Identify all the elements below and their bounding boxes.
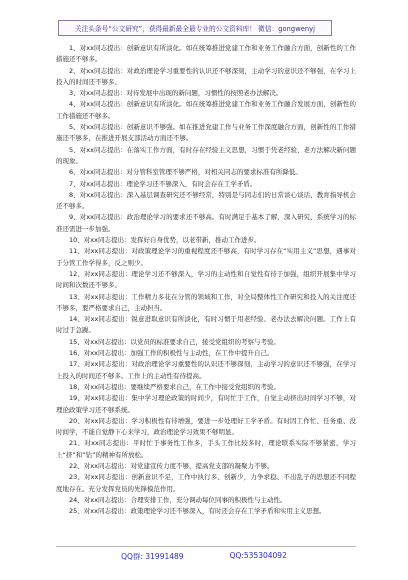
- comment-paragraph: 23、对xx同志提出：创新意识不足，工作中执行多、创新少，力争求稳、不出乱子的思想还不同程度地存在。充分发挥党员的先锋模范作用。: [56, 473, 356, 493]
- footer-divider: [56, 546, 356, 547]
- comment-paragraph: 25、对xx同志提出：政策理论学习还不够深入，有时还会存在工学矛盾和实用主义思想。: [69, 507, 326, 516]
- comment-paragraph: 9、对xx同志提出：政治理论学习的要求还不够高。有时满足于基本了解，深入研究、系统学习的标准还需进一步加强。: [56, 213, 356, 233]
- header-banner: [58, 20, 332, 36]
- comment-paragraph: 15、对xx同志提出：以党员的标准要求自己，接受党组织的考察与考验。: [69, 337, 280, 346]
- banner-text: 关注头条号“公文研究”，获得最新最全最专业的公文资料库！ 微信：gongwenyj: [74, 25, 316, 33]
- comment-paragraph: 4、对xx同志提出：创新意识有所淡化。如在统筹推进党建工作和业务工作融合发展方面，创新性的工作措施还不够多。: [56, 100, 356, 120]
- comment-paragraph: 5、对xx同志提出：创新意识不够强。如在推进党建工作与业务工作深度融合方面，创新性的工作措施还不够多，在推进开展支部活动方面还不够。: [56, 123, 356, 143]
- comment-paragraph: 16、对xx同志提出：加强工作的积极性与主动性，在工作中提升自己。: [69, 349, 274, 358]
- comment-paragraph: 20、对xx同志提出：学习积极性有待增强，要进一步处理好工学矛盾。有时因工作忙、任务重、没时间学，不能自觉静下心来学习，政治理论学习效果不够明显。: [56, 416, 356, 437]
- comment-paragraph: 3、对xx同志提出：对待发展中出现的新问题，习惯性的按照老办法解决。: [69, 89, 283, 98]
- comment-paragraph: 1、对xx同志提出：创新意识有所淡化。如在统筹推进党建工作和业务工作融合方面，创新性的工作措施还不够多。: [56, 44, 356, 64]
- comment-paragraph: 11、对xx同志提出：对政策理论学习的重视程度还不够高，有时学习存在“实用主义”思想，遇事对于分管工作学得多，反之则少。: [56, 247, 356, 267]
- comment-paragraph: 13、对xx同志提出：工作精力多花在分管的领域和工作，对全局整体性工作研究和投入的关注度还不够多，要严格要求自己，主动担当。: [56, 292, 356, 312]
- comment-paragraph: 21、对xx同志提出：平时忙于事务性工作多，手头工作比较多时，理论联系实际不够紧密，学习上“挤”和“钻”的精神有所放松。: [56, 439, 356, 459]
- comment-paragraph: 5、对xx同志提出：在落实工作方面，有时存在经验主义思想，习惯于凭老经验、老方法解决新问题的现象。: [56, 145, 356, 165]
- comment-paragraph: 7、对xx同志提出：理论学习还不够深入，有时会存在工学矛盾。: [69, 179, 257, 188]
- footer: [0, 551, 408, 562]
- footer-qq: QQ:535304092: [229, 551, 287, 560]
- comment-paragraph: 18、对xx同志提出：要继续严格要求自己，在工作中接受党组织的考验。: [69, 382, 280, 391]
- comment-paragraph: 24、对xx同志提出：合理安排工作，充分调动每位同事的积极性与主动性。: [69, 495, 287, 504]
- comment-paragraph: 2、对xx同志提出：对政治理论学习重要性的认识还不够深刻，主动学习的意识还不够强，在学习上投入的时间还不够多。: [56, 66, 356, 86]
- comment-paragraph: 6、对xx同志提出：对分管科室管理不够严格，对相关同志的要求标准有所降低。: [69, 168, 302, 177]
- document-body: [56, 43, 356, 517]
- comment-paragraph: 8、对xx同志提出：深入基层调查研究还不够经常，特别是与同志们的日常谈心谈话、教育指导机会还不够多。: [56, 190, 356, 211]
- comment-paragraph: 17、对xx同志提出：对政治理论学习重要性的认识还不够深刻，主动学习的意识还不够强，在学习上投入的时间还不够多。工作上的主动性有待提高。: [56, 360, 356, 380]
- comment-paragraph: 12、对xx同志提出：理论学习还不够深入，学习的主动性和自觉性有待于加强，组织开展集中学习时间和次数还不够多。: [56, 269, 356, 290]
- comment-paragraph: 10、对xx同志提出：发挥好自身优势，以老带新，推动工作进步。: [69, 236, 261, 245]
- footer-qq-group: QQ群: 31991489: [121, 552, 184, 561]
- comment-paragraph: 22、对xx同志提出：对党建宣传力度不够，提高党支部的凝聚力不够。: [69, 461, 274, 470]
- comment-paragraph: 19、对xx同志提出：集中学习理论政策的时间少，有时忙于工作，自觉主动挤出时间学习不够，对理论政策学习还不够系统。: [56, 394, 356, 414]
- comment-paragraph: 14、对xx同志提出：锐意进取意识有所淡化，有时习惯于用老经验、老办法去解决问题。工作上有时过于急躁。: [56, 315, 356, 335]
